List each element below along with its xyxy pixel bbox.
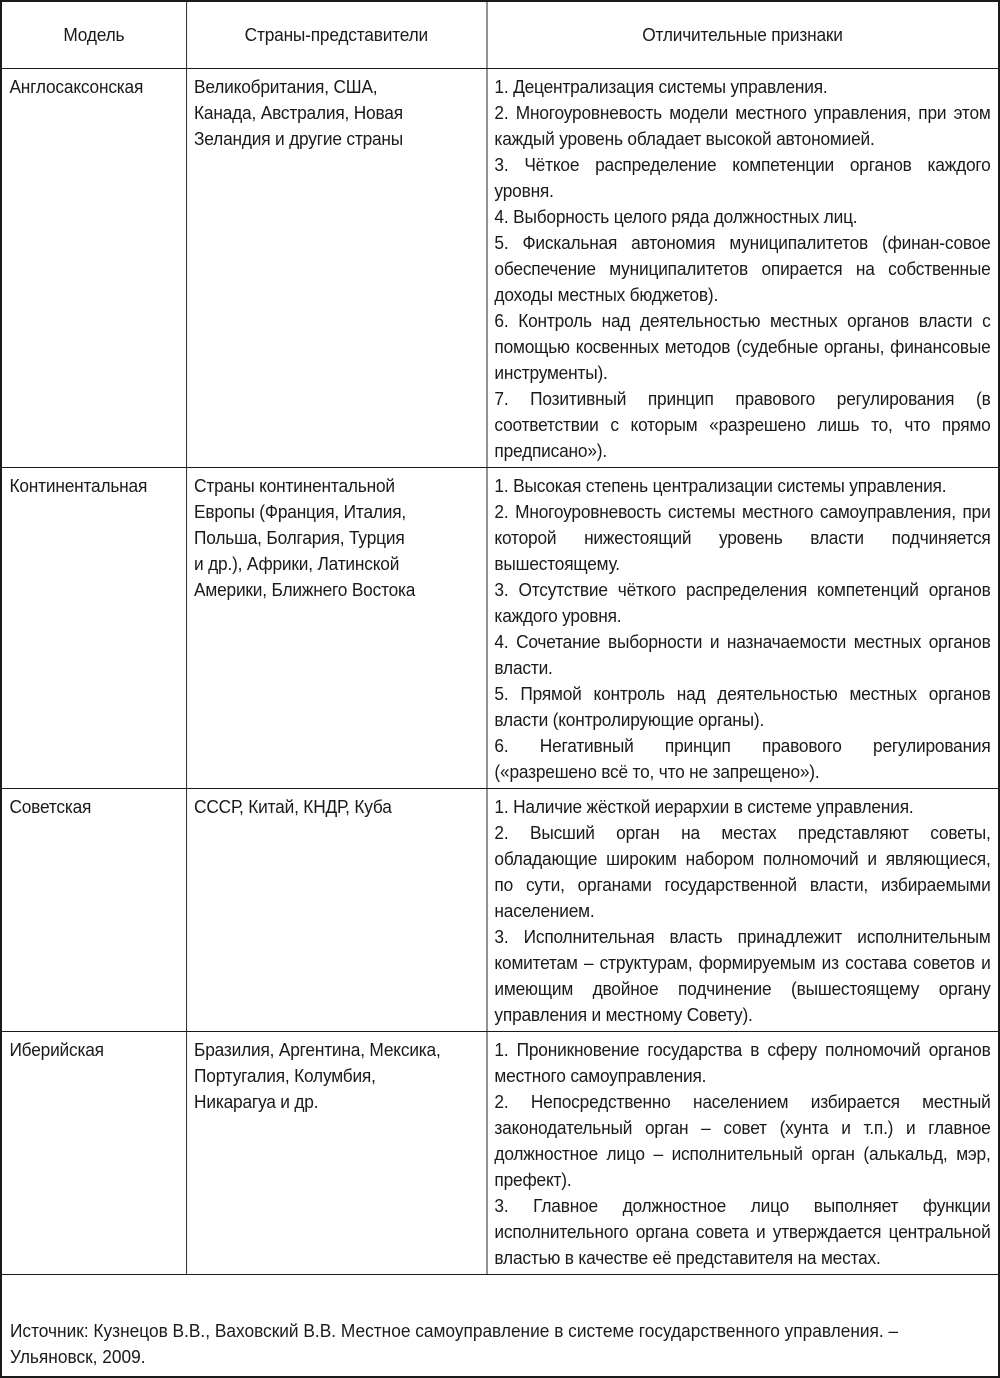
table-header-row	[2, 2, 998, 69]
cell-features	[487, 789, 999, 1032]
feature-item: 4. Выборность целого ряда должностных лиц.	[494, 206, 858, 227]
source-note	[10, 1318, 996, 1370]
feature-item: 3. Чёткое распределение компетенции органов каждого уровня.	[494, 154, 991, 201]
country-line: Бразилия, Аргентина, Мексика,	[194, 1039, 441, 1060]
feature-item: 2. Многоуровневость модели местного управления, при этом каждый уровень обладает высокой автономией.	[494, 102, 991, 149]
country-line: Америки, Ближнего Востока	[194, 579, 416, 600]
cell-model: Англосаксонская	[2, 69, 186, 468]
country-line: Великобритания, США,	[194, 76, 378, 97]
feature-item: 2. Непосредственно населением избирается местный законодательный орган – совет (хунта и т.п.) и главное должностное лицо – исполнительный орган (алькальд, мэр, префект).	[494, 1091, 991, 1190]
feature-item: 1. Высокая степень централизации системы управления.	[494, 475, 947, 496]
feature-item: 7. Позитивный принцип правового регулирования (в соответствии с которым «разрешено лишь то, что прямо предписано»).	[494, 388, 991, 461]
country-line: Страны континентальной	[194, 475, 395, 496]
country-line: Европы (Франция, Италия,	[194, 501, 407, 522]
feature-item: 5. Прямой контроль над деятельностью местных органов власти (контролирующие органы).	[494, 683, 991, 730]
cell-model: Советская	[2, 789, 186, 1032]
country-line: Никарагуа и др.	[194, 1091, 319, 1112]
cell-model: Иберийская	[2, 1032, 186, 1275]
feature-item: 3. Отсутствие чёткого распределения компетенций органов каждого уровня.	[494, 579, 991, 626]
header-model: Модель	[2, 2, 186, 69]
cell-countries	[186, 789, 486, 1032]
country-line: и др.), Африки, Латинской	[194, 553, 400, 574]
feature-item: 3. Главное должностное лицо выполняет функции исполнительного органа совета и утверждается центральной властью в качестве её представителя на местах.	[494, 1195, 991, 1268]
table-row	[2, 69, 998, 468]
feature-item: 4. Сочетание выборности и назначаемости местных органов власти.	[494, 631, 991, 678]
cell-countries	[186, 468, 486, 789]
header-countries: Страны-представители	[186, 2, 486, 69]
country-line: Канада, Австралия, Новая	[194, 102, 403, 123]
feature-item: 2. Многоуровневость системы местного самоуправления, при которой нижестоящий уровень власти подчиняется вышестоящему.	[494, 501, 991, 574]
country-line: Португалия, Колумбия,	[194, 1065, 376, 1086]
country-line: СССР, Китай, КНДР, Куба	[194, 796, 392, 817]
cell-features	[487, 69, 999, 468]
cell-countries	[186, 69, 486, 468]
header-features: Отличительные признаки	[487, 2, 999, 69]
country-line: Зеландия и другие страны	[194, 128, 404, 149]
models-table	[2, 2, 998, 1275]
cell-countries	[186, 1032, 486, 1275]
table-row	[2, 468, 998, 789]
cell-model: Континентальная	[2, 468, 186, 789]
feature-item: 1. Проникновение государства в сферу полномочий органов местного самоуправления.	[494, 1039, 991, 1086]
feature-item: 3. Исполнительная власть принадлежит исполнительным комитетам – структурам, формируемым из состава советов и имеющим двойное подчинение (вышестоящему органу управления и местному Совету).	[494, 926, 991, 1025]
feature-item: 5. Фискальная автономия муниципалитетов (финан-совое обеспечение муниципалитетов опирается на собственные доходы местных бюджетов).	[494, 232, 991, 305]
table-row	[2, 1032, 998, 1275]
cell-features	[487, 468, 999, 789]
feature-item: 1. Децентрализация системы управления.	[494, 76, 828, 97]
feature-item: 1. Наличие жёсткой иерархии в системе управления.	[494, 796, 914, 817]
source-line-1: Источник: Кузнецов В.В., Ваховский В.В. Местное самоуправление в системе государственного управления. –	[10, 1320, 899, 1341]
feature-item: 6. Негативный принцип правового регулирования («разрешено всё то, что не запрещено»).	[494, 735, 991, 782]
country-line: Польша, Болгария, Турция	[194, 527, 405, 548]
feature-item: 6. Контроль над деятельностью местных органов власти с помощью косвенных методов (судебные органы, финансовые инструменты).	[494, 310, 991, 383]
source-line-2: Ульяновск, 2009.	[10, 1346, 146, 1367]
table-row	[2, 789, 998, 1032]
table-body	[2, 69, 998, 1275]
cell-features	[487, 1032, 999, 1275]
feature-item: 2. Высший орган на местах представляют советы, обладающие широким набором полномочий и являющиеся, по сути, органами государственной власти, избираемыми населением.	[494, 822, 991, 921]
